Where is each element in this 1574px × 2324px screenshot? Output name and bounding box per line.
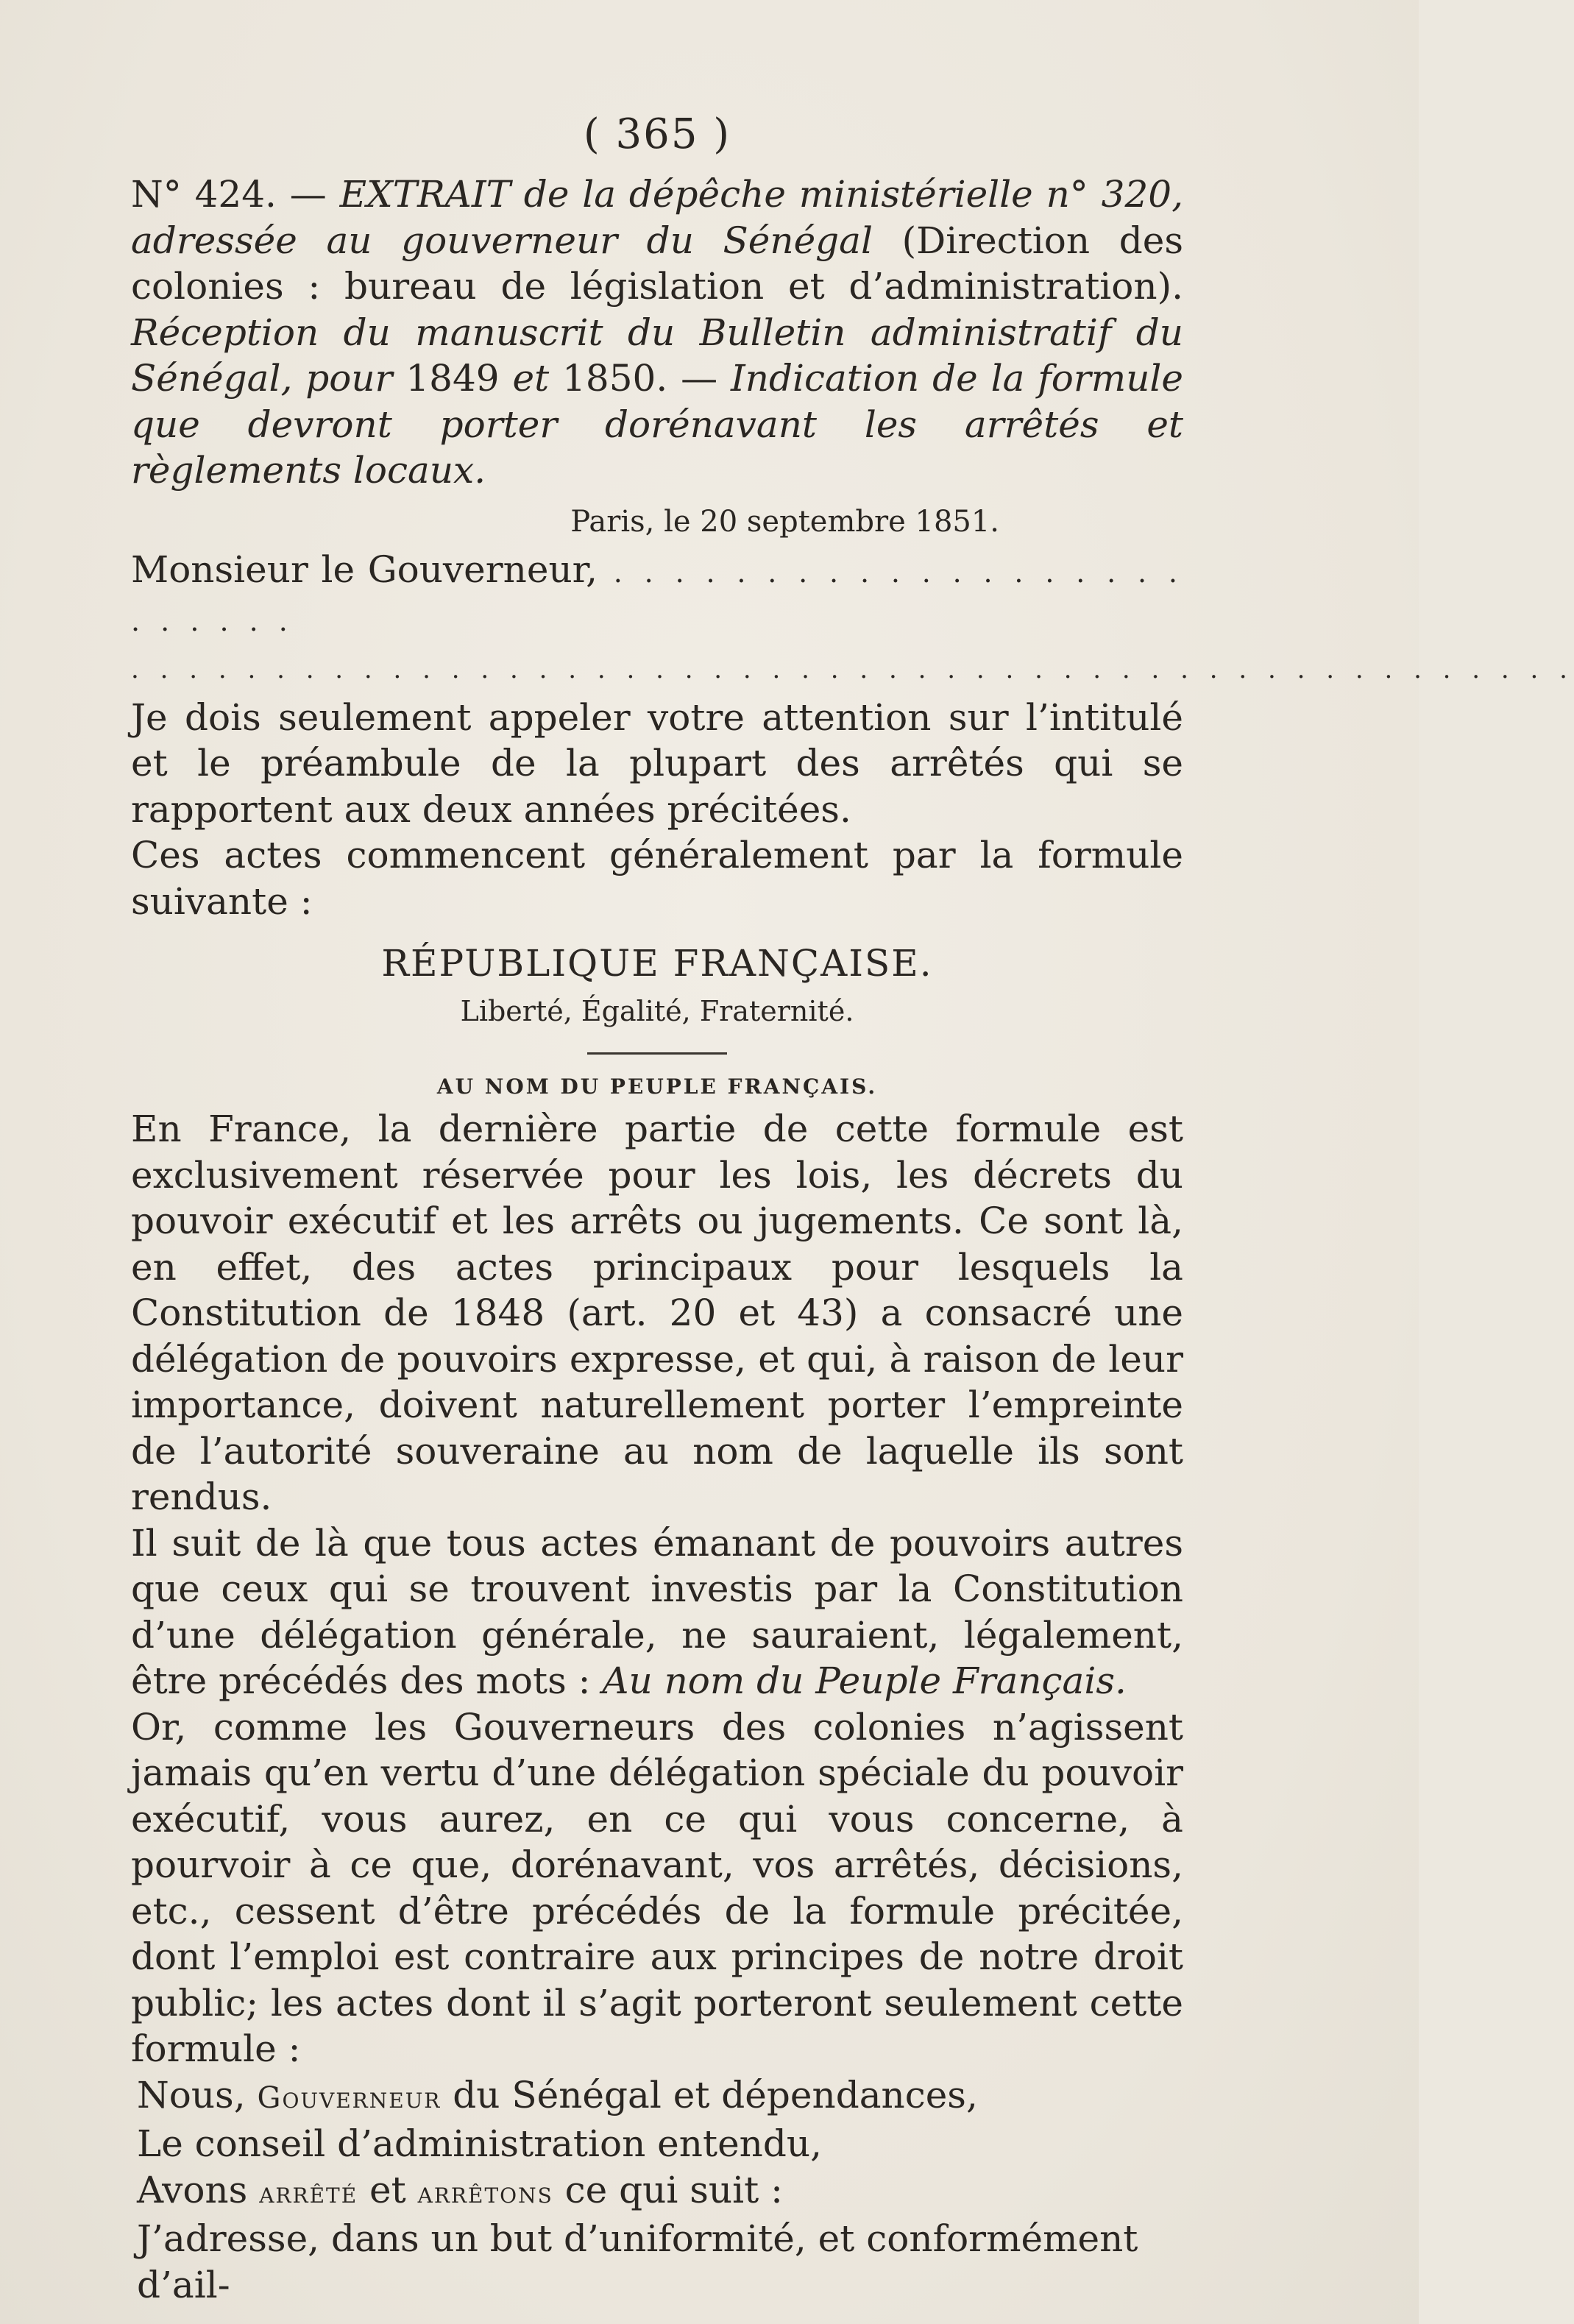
document-number: N° 424. [131, 173, 277, 216]
formula-line-conseil: Le conseil d’administration entendu, [137, 2122, 822, 2165]
formula-senegal: du Sénégal et dépendances, [441, 2073, 978, 2116]
heading-et: et [512, 357, 550, 400]
heading-year-1850: 1850. — [549, 357, 731, 400]
formula-line-nous [137, 2072, 1183, 2122]
heading-reception: Réception du manuscrit du Bulletin administratif du Sénégal, pour [131, 311, 1183, 400]
salutation-text: Monsieur le Gouverneur, [131, 548, 598, 591]
formula-block [131, 2072, 1183, 2309]
text-column [131, 110, 1574, 2308]
paragraph-il-suit-text: Il suit de là que tous actes émanant de pouvoirs autres que ceux qui se trouvent investis par la Constitution d’une délégation générale, ne sauraient, légalement, être précédés des mots : [131, 1521, 1183, 1702]
formula-gouverneur: Gouverneur [257, 2080, 442, 2115]
paragraph-intitule: Je dois seulement appeler votre attention sur l’intitulé et le préambule de la plupart des arrêtés qui se rapportent aux deux années précitées. [131, 695, 1183, 831]
dateline: Paris, le 20 septembre 1851. [570, 504, 999, 539]
document-heading [131, 171, 1183, 494]
formula-arretons: arrêtons [417, 2175, 553, 2210]
salutation [131, 547, 1183, 645]
heading-dash: — [276, 173, 340, 216]
heading-indication: Indication de la formule que devront porter dorénavant les arrêtés et règlements locaux. [131, 357, 1183, 492]
formula-nous: Nous, [137, 2073, 258, 2116]
republique-title: RÉPUBLIQUE FRANÇAISE. [381, 942, 933, 985]
formula-ce-qui-suit: ce qui suit : [553, 2168, 783, 2211]
au-nom-du-peuple: AU NOM DU PEUPLE FRANÇAIS. [436, 1074, 878, 1099]
formula-et: et [358, 2168, 418, 2211]
paragraph-or-comme: Or, comme les Gouverneurs des colonies n’agissent jamais qu’en vertu d’une délégation spéciale du pouvoir exécutif, vous aurez, en ce qui vous concerne, à pourvoir à ce que, dorénavant, vos arrêtés, décisions, etc., cessent d’être précédés de la formule précitée, dont l’emploi est contraire aux principes de notre droit public; les actes dont il s’agit porteront seulement cette formule : [131, 1705, 1183, 2070]
divider-rule [587, 1052, 727, 1055]
salutation-leader-dots: . . . . . . . . . . . . . . . . . . . . . . . . . [131, 556, 1183, 637]
paragraph-last-line: J’adresse, dans un but d’uniformité, et conformément d’ail- [137, 2217, 1138, 2306]
heading-direction: (Direction des colonies : bureau de législation et d’administration). [131, 219, 1183, 308]
page-number: ( 365 ) [583, 110, 731, 158]
paragraph-en-france: En France, la dernière partie de cette formule est exclusivement réservée pour les lois, les décrets du pouvoir exécutif et les arrêts ou jugements. Ce sont là, en effet, des actes principaux pour lesquels la Constitution de 1848 (art. 20 et 43) a consacré une délégation de pouvoirs expresse, et qui, à raison de leur importance, doivent naturellement porter l’empreinte de l’autorité souveraine au nom de laquelle ils sont rendus. [131, 1108, 1183, 1518]
formula-line-avons [137, 2167, 1183, 2217]
republique-devise: Liberté, Égalité, Fraternité. [460, 995, 854, 1027]
paragraph-il-suit [131, 1520, 1183, 1704]
formula-arrete: arrêté [259, 2175, 358, 2210]
paragraph-formule-intro: Ces actes commencent généralement par la formule suivante : [131, 834, 1183, 923]
paragraph-il-suit-quote: Au nom du Peuple Français. [602, 1659, 1127, 1702]
heading-year-1849: 1849 [392, 357, 513, 400]
omission-dots-row: . . . . . . . . . . . . . . . . . . . . . . . . . . . . . . . . . . . . . . . . . . . . . . . . . . [131, 654, 1574, 684]
heading-title: EXTRAIT de la dépêche ministérielle n° 320, adressée au gouverneur du Sénégal [131, 173, 1183, 262]
formula-avons: Avons [137, 2168, 260, 2211]
